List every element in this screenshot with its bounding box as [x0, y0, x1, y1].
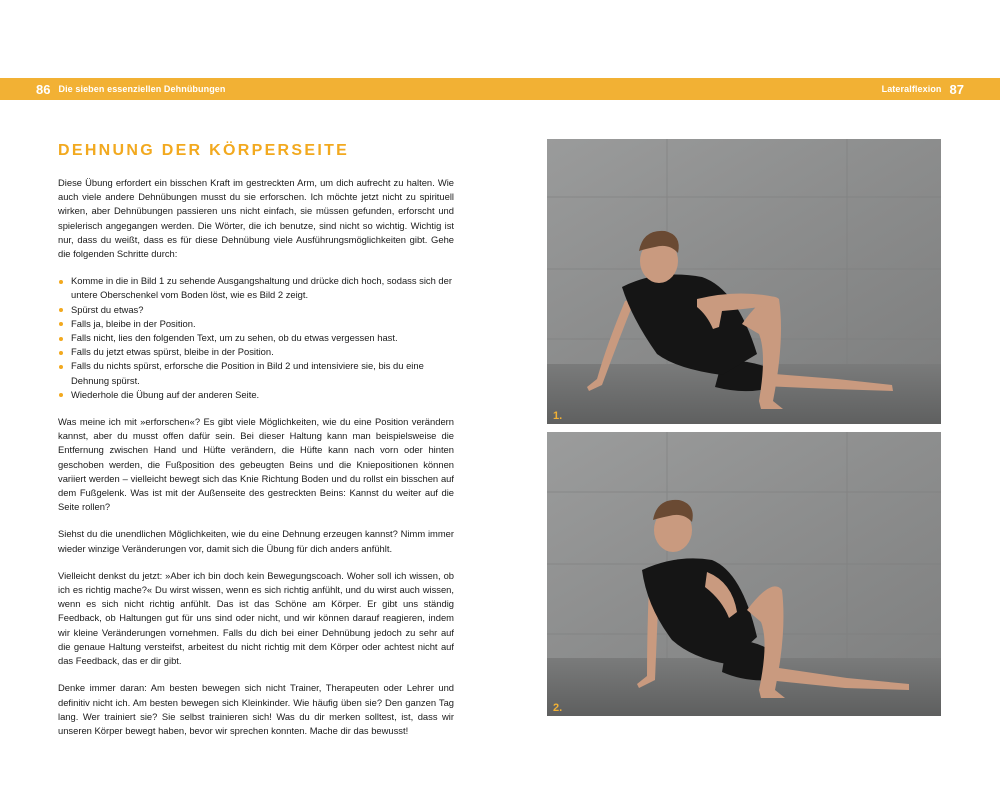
- body-paragraph: Siehst du die unendlichen Möglichkeiten, wie du eine Dehnung erzeugen kannst? Nimm immer wieder winzige Veränderungen vor, damit sich die Übung für dich anders anfühlt.: [58, 528, 454, 554]
- list-item: Falls du nichts spürst, erforsche die Position in Bild 2 und intensiviere sie, bis du eine Dehnung spürst.: [58, 359, 454, 387]
- list-item: Falls nicht, lies den folgenden Text, um zu sehen, ob du etwas vergessen hast.: [58, 331, 454, 345]
- list-item: Komme in die in Bild 1 zu sehende Ausgangshaltung und drücke dich hoch, sodass sich der untere Oberschenkel vom Boden löst, wie es Bild 2 zeigt.: [58, 274, 454, 302]
- left-page-header: [36, 78, 226, 100]
- left-running-head: Die sieben essenziellen Dehnübungen: [58, 84, 226, 94]
- photo-label-1: 1.: [553, 410, 563, 422]
- photo-1-illustration: [547, 139, 941, 424]
- list-item: Wiederhole die Übung auf der anderen Seite.: [58, 388, 454, 402]
- bullet-dot-icon: [59, 322, 63, 326]
- photo-label-2: 2.: [553, 702, 563, 714]
- list-item: Spürst du etwas?: [58, 303, 454, 317]
- body-paragraph: Vielleicht denkst du jetzt: »Aber ich bin doch kein Bewegungscoach. Woher soll ich wissen, ob ich es richtig mache?« Du wirst wissen, wenn es sich richtig anfühlt, und du wirst auch wissen, wenn es sich nicht richtig anfühlt. Das ist das Schöne am Körper. Er gibt uns ständig Feedback, ob Haltungen gut für uns sind oder nicht, und wir können darauf reagieren, indem wir kleine Veränderungen vornehmen. Falls du dich bei einer Dehnübung jedoch zu sehr auf die genaue Haltung versteifst, arbeitest du nicht richtig mit dem Körper oder achtest nicht auf das Feedback, das er dir gibt.: [58, 569, 454, 667]
- bullet-dot-icon: [59, 308, 63, 312]
- right-running-head: Lateralflexion: [881, 84, 942, 94]
- section-title: DEHNUNG DER KÖRPERSEITE: [58, 142, 350, 159]
- list-item: Falls du jetzt etwas spürst, bleibe in der Position.: [58, 345, 454, 359]
- exercise-photo-2: [547, 432, 941, 716]
- photo-2-illustration: [547, 432, 941, 716]
- body-paragraph: Denke immer daran: Am besten bewegen sich nicht Trainer, Therapeuten oder Lehrer und definitiv nicht ich. Am besten bewegen sich Kleinkinder. Wie häufig üben sie? Den ganzen Tag lang. Wer trainiert sie? Sie selbst trainieren sich! Was du dir merken solltest, ist, dass wir unseren Körper bewegt haben, bevor wir sprechen konnten. Mache dir das bewusst!: [58, 682, 454, 736]
- body-text-column: [58, 176, 454, 751]
- body-paragraph: Was meine ich mit »erforschen«? Es gibt viele Möglichkeiten, wie du eine Position verändern kannst, aber du musst offen dafür sein. Bei dieser Haltung kann man beispielsweise die Entfernung zwischen Hand und Hüfte verändern, die Hüfte kann nach vorn oder hinten geschoben werden, die Fußposition des gebeugten Beins und die Kniepositionen können variiert werden – vielleicht bewegt sich das Knie Richtung Boden und du rollst ein bisschen auf dem Fußgelenk. Was ist mit der Außenseite des gestreckten Beins: Kannst du weiter auf die Seite rollen?: [58, 416, 454, 513]
- exercise-photo-1: [547, 139, 941, 424]
- right-page-number: 87: [949, 81, 964, 97]
- bullet-dot-icon: [59, 337, 63, 341]
- bullet-dot-icon: [59, 280, 63, 284]
- bullet-dot-icon: [59, 365, 63, 369]
- intro-paragraph: Diese Übung erfordert ein bisschen Kraft im gestreckten Arm, um dich aufrecht zu halten. Wie auch viele andere Dehnübungen musst du sie erforschen. Ich möchte jetzt nicht zu spirituell wirken, aber Dehnübungen passieren uns nicht einfach, sie müssen gefunden, erforscht und spielerisch angegangen werden. Die Wörter, die ich benutze, sind nicht so wichtig. Wichtig ist nur, dass du weißt, dass es für diese Dehnübung viele Ausführungsmöglichkeiten gibt. Gehe die folgenden Schritte durch:: [58, 177, 454, 260]
- right-page-header: [882, 78, 964, 100]
- left-page-number: 86: [36, 81, 51, 97]
- steps-list: [58, 274, 454, 402]
- running-header-bar: [0, 78, 1000, 100]
- list-item: Falls ja, bleibe in der Position.: [58, 317, 454, 331]
- bullet-dot-icon: [59, 351, 63, 355]
- bullet-dot-icon: [59, 393, 63, 397]
